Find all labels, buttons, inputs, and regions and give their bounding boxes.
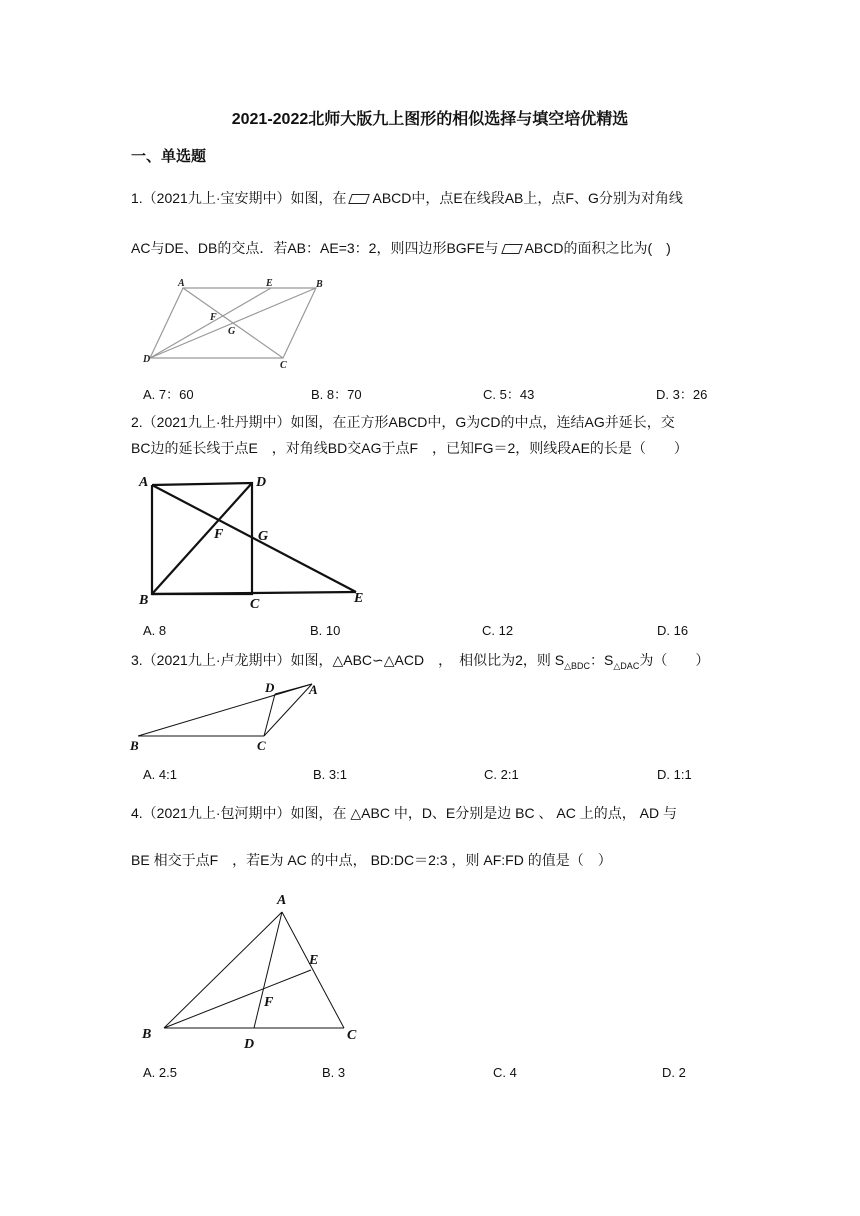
q3-option-a[interactable]: A. 4:1 [143,767,177,782]
q4-label-d: D [244,1037,255,1052]
q2-label-f: F [214,527,224,542]
q1-line2 [131,238,671,258]
q1-label-a: A [178,278,185,289]
q1-label-g: G [228,326,236,337]
q3-line1 [131,650,709,672]
q3-sub-dac: △DAC [613,660,640,671]
q2-label-c: C [250,597,260,610]
q1-text-d: ABCD的面积之比为( ) [524,240,671,256]
section-heading: 一、单选题 [131,148,207,165]
q3-option-d[interactable]: D. 1:1 [657,767,692,782]
q1-figure [138,274,328,374]
q2-label-a: A [139,475,149,490]
q4-label-c: C [347,1028,357,1043]
q4-option-c[interactable]: C. 4 [493,1065,517,1080]
q2-option-c[interactable]: C. 12 [482,623,514,638]
q1-label-e: E [266,278,273,289]
q3-option-c[interactable]: C. 2:1 [484,767,519,782]
q3-label-b: B [130,738,139,753]
q1-option-b[interactable]: B. 8：70 [311,387,362,402]
q2-label-b: B [139,593,149,608]
q4-line2: BE 相交于点F ，若E为 AC 的中点， BD:DC＝2:3 ，则 AF:FD 的值是（ ） [131,852,612,868]
q3-text-mid: ：S [590,652,614,668]
q3-label-a: A [309,682,318,697]
q4-line1: 4.（2021九上·包河期中）如图，在 △ABC 中，D、E分别是边 BC 、 AC 上的点， AD 与 [131,805,677,821]
parallelogram-icon [501,244,523,254]
q4-label-f: F [264,995,274,1010]
q2-option-b[interactable]: B. 10 [310,623,341,638]
q1-option-c[interactable]: C. 5：43 [483,387,535,402]
q3-sub-bdc: △BDC [564,660,591,671]
parallelogram-icon [349,194,371,204]
q2-option-a[interactable]: A. 8 [143,623,167,638]
q4-label-e: E [309,953,319,968]
q3-text-a: 3.（2021九上·卢龙期中）如图，△ABC∽△ACD ， 相似比为2，则 S [131,652,565,668]
q1-label-b: B [316,279,323,290]
q3-option-b[interactable]: B. 3:1 [313,767,347,782]
q1-text-c: AC与DE、DB的交点．若AB：AE=3：2，则四边形BGFE与 [131,240,499,256]
q4-option-b[interactable]: B. 3 [322,1065,346,1080]
q1-label-c: C [280,360,287,371]
page-title: 2021-2022北师大版九上图形的相似选择与填空培优精选 [231,111,629,128]
q4-label-a: A [277,893,287,908]
q2-line1: 2.（2021九上·牡丹期中）如图，在正方形ABCD中，G为CD的中点，连结AG并延长，交 [131,414,675,430]
q1-option-d[interactable]: D. 3：26 [656,387,708,402]
q4-option-d[interactable]: D. 2 [662,1065,686,1080]
q2-label-d: D [256,475,267,490]
q2-option-d[interactable]: D. 16 [657,623,689,638]
q1-label-f: F [210,312,217,323]
q1-label-d: D [143,354,151,365]
q1-option-a[interactable]: A. 7：60 [143,387,194,402]
q2-figure [136,470,372,610]
q4-label-b: B [142,1027,152,1042]
q4-figure [134,886,374,1056]
q4-option-a[interactable]: A. 2.5 [143,1065,177,1080]
q1-text-a: 1.（2021九上·宝安期中）如图，在 [131,190,347,206]
q3-text-b: 为（ ） [639,652,710,668]
q1-text-b: ABCD中，点E在线段AB上，点F、G分别为对角线 [372,190,683,206]
q2-line2: BC边的延长线于点E ，对角线BD交AG于点F ，已知FG＝2，则线段AE的长是（ ） [131,440,688,456]
q3-label-c: C [257,738,266,753]
q3-label-d: D [265,680,275,695]
q2-label-g: G [258,529,269,544]
q3-figure [128,678,328,754]
q2-label-e: E [354,591,364,606]
q1-line1 [131,188,683,208]
